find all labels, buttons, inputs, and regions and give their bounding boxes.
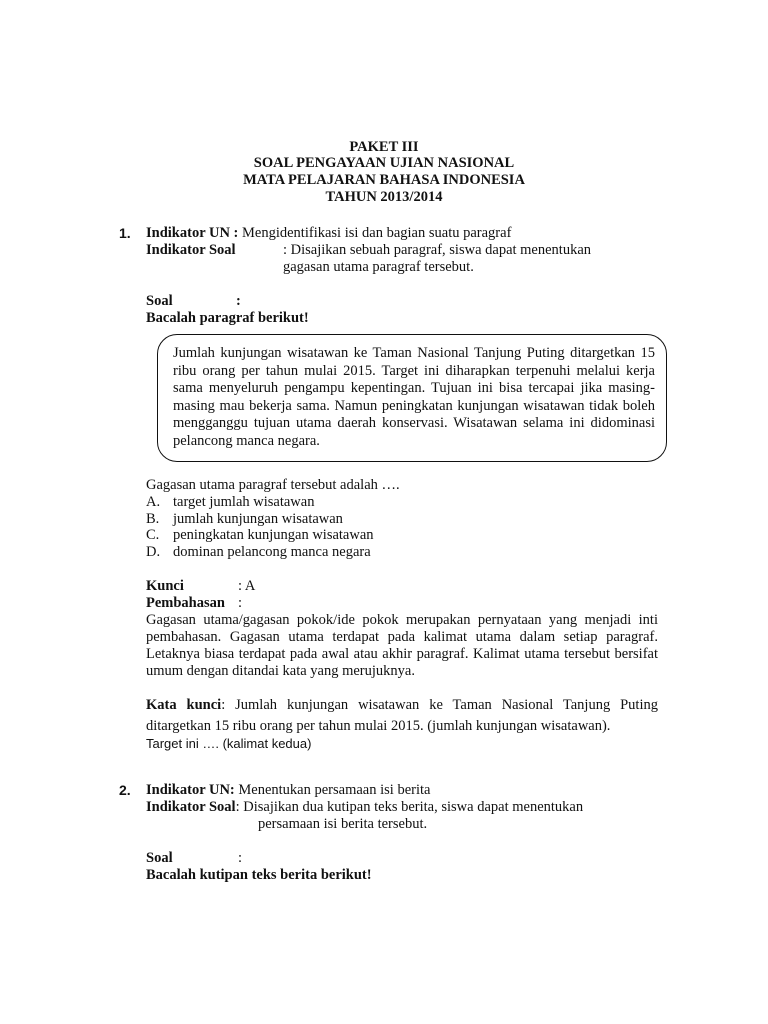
- q2-indikator-soal: [146, 799, 658, 816]
- q2-indikator-un: [146, 782, 666, 799]
- q1-kunci-label: Kunci: [146, 578, 184, 594]
- q1-kata-kunci-last: Target ini …. (kalimat kedua): [146, 736, 312, 751]
- q2-soal-colon: :: [238, 850, 243, 866]
- exam-title: SOAL PENGAYAAN UJIAN NASIONAL: [253, 155, 515, 171]
- option-letter: D.: [146, 544, 161, 560]
- q1-soal-label: Soal: [146, 293, 173, 309]
- package-title: PAKET III: [349, 139, 419, 155]
- option-letter: A.: [146, 494, 161, 510]
- option-text: dominan pelancong manca negara: [173, 544, 371, 560]
- q1-indikator-soal-text: : Disajikan sebuah paragraf, siswa dapat menentukan: [283, 242, 592, 258]
- q1-pembahasan-label: Pembahasan: [146, 595, 225, 611]
- q1-soal-colon: :: [236, 293, 241, 309]
- q2-indikator-un-text: Menentukan persamaan isi berita: [238, 782, 431, 798]
- q1-indikator-soal-text-2: gagasan utama paragraf tersebut.: [283, 259, 474, 275]
- q1-question: Gagasan utama paragraf tersebut adalah ….: [146, 477, 400, 493]
- q1-option-a: [146, 494, 314, 511]
- option-letter: B.: [146, 511, 160, 527]
- q2-indikator-un-label: Indikator UN:: [146, 782, 235, 798]
- option-text: target jumlah wisatawan: [173, 494, 315, 510]
- q1-instruction: Bacalah paragraf berikut!: [146, 310, 309, 326]
- option-letter: C.: [146, 527, 160, 543]
- q1-pembahasan-colon: :: [238, 595, 243, 611]
- q2-indikator-soal-text: : Disajikan dua kutipan teks berita, siswa dapat menentukan: [235, 799, 584, 815]
- question-1-number: 1.: [119, 225, 131, 241]
- q1-kata-kunci: [146, 695, 658, 737]
- q1-option-d: [146, 544, 371, 561]
- q1-kata-kunci-text: : Jumlah kunjungan wisatawan ke Taman Nasional Tanjung Puting ditargetkan 15 ribu orang per tahun mulai 2015. (jumlah kunjungan wisatawan).: [146, 697, 658, 734]
- year-title: TAHUN 2013/2014: [325, 189, 443, 205]
- q1-kata-kunci-label: Kata kunci: [146, 697, 222, 713]
- option-text: jumlah kunjungan wisatawan: [173, 511, 343, 527]
- q1-option-c: [146, 527, 374, 544]
- subject-title: MATA PELAJARAN BAHASA INDONESIA: [243, 172, 525, 188]
- q1-indikator-un: [146, 225, 666, 242]
- q1-paragraph: Jumlah kunjungan wisatawan ke Taman Nasional Tanjung Puting ditargetkan 15 ribu orang per tahun mulai 2015. Target ini diharapkan terpenuhi melalui kerja sama menyeluruh pengampu kepentingan. Tujuan ini bisa tercapai jika masing-masing mau bekerja sama. Namun peningkatan kunjungan wisatawan tidak boleh mengganggu tujuan utama daerah konservasi. Wisatawan selama ini didominasi pelancong manca negara.: [173, 345, 655, 449]
- q1-option-b: [146, 511, 343, 528]
- q1-indikator-un-label: Indikator UN :: [146, 225, 239, 241]
- q2-instruction: Bacalah kutipan teks berita berikut!: [146, 867, 372, 883]
- q2-indikator-soal-text-2: persamaan isi berita tersebut.: [258, 816, 428, 832]
- q1-indikator-soal-label: Indikator Soal: [146, 242, 236, 258]
- q2-indikator-soal-label: Indikator Soal: [146, 799, 236, 815]
- q2-soal-label: Soal: [146, 850, 173, 866]
- option-text: peningkatan kunjungan wisatawan: [173, 527, 374, 543]
- question-2-number: 2.: [119, 782, 131, 798]
- q1-indikator-un-text: Mengidentifikasi isi dan bagian suatu paragraf: [242, 225, 512, 241]
- q1-pembahasan-text: Gagasan utama/gagasan pokok/ide pokok merupakan pernyataan yang menjadi inti pembahasan. Gagasan utama terdapat pada kalimat utama dalam setiap paragraf. Letaknya biasa terdapat pada awal atau akhir paragraf. Kalimat utama tersebut bersifat umum dengan ditandai kata yang merujuknya.: [146, 612, 658, 679]
- q1-kunci-value: : A: [238, 578, 256, 594]
